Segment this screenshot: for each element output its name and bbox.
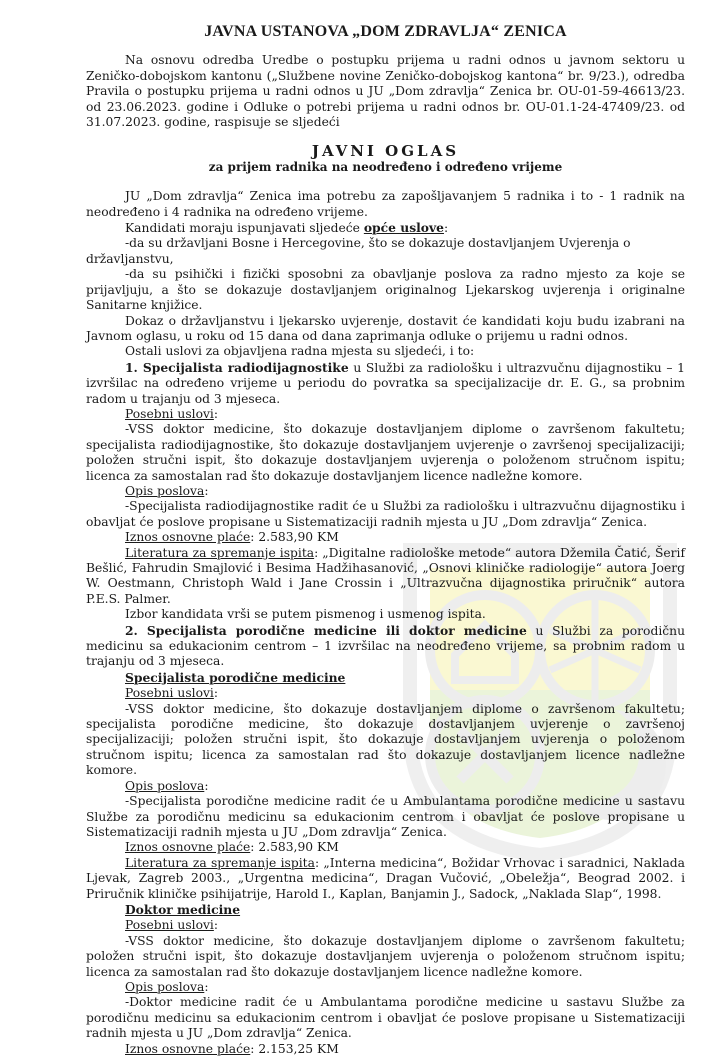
condition-citizenship: -da su državljani Bosne i Hercegovine, što se dokazuje dostavljanjem Uvjerenja o državljanstvu, <box>86 236 631 266</box>
conditions-colon: : <box>443 221 449 236</box>
p1-special-label-line: Posebni uslovi: <box>125 406 219 421</box>
spec-lit-label: Literatura za spremanje ispita <box>125 855 315 870</box>
spec-salary-label: Iznos osnovne plaće <box>125 840 251 855</box>
position-1 <box>86 360 685 407</box>
doctor-duties-label-line: Opis poslova: <box>125 979 209 994</box>
condition-health: -da su psihički i fizički sposobni za obavljanje poslova za radno mjesto za koje se prijavljuju, a što se dokazuje dostavljanjem originalnog Ljekarskog uvjerenja i originalne Sanitarne knjižice. <box>86 267 685 313</box>
doctor-duties: -Doktor medicine radit će u Ambulantama porodične medicine u sastavu Službe za porodičnu medicinu sa edukacionim centrom i obavljat će poslove propisane u Sistematizaciji radnih mjesta u JU „Dom zdravlja“ Zenica. <box>86 995 685 1041</box>
doctor-special: -VSS doktor medicine, što dokazuje dostavljanjem diplome o završenom fakultetu; položen stručni ispit, što dokazuje dostavljanjem uvjerenja o položenom stručnom ispitu; licenca za samostalan rad što dokazuje dostavljanjem licence nadležne komore. <box>86 933 685 979</box>
conditions-lead: Kandidati moraju ispunjavati sljedeće <box>125 221 364 236</box>
general-conditions-line <box>86 220 685 236</box>
position-2-title: 2. Specijalista porodične medicine ili doktor medicine <box>125 622 527 638</box>
p1-lit-value: : „Digitalne radiološke metode“ autora Džemila Čatić, Šerif Bešlić, Fahrudin Smajlović i Besima Hadžihasanović, „Osnovi kliničke radiologije“ autora Joerg W. Oestmann, Christoph Wald i Jane Crossin i „Ultrazvučna dijagnostika priručnik“ autora P.E.S. Palmer. <box>86 545 686 606</box>
position-1-desc: u Službi za radiološku i ultrazvučnu dijagnostiku – 1 izvršilac na određeno vrijeme u periodu do povratka sa specijalizacije dr. E. G., sa probnim radom u trajanju od 3 mjeseca. <box>86 360 685 406</box>
p1-duties-label-line: Opis poslova: <box>125 483 209 498</box>
spec-duties: -Specijalista porodične medicine radit će u Ambulantama porodične medicine u sastavu Službe za porodičnu medicinu sa edukacionim centrom i obavljat će poslove propisane u Sistematizaciji radnih mjesta u JU „Dom zdravlja“ Zenica. <box>86 794 685 839</box>
proof-paragraph: Dokaz o državljanstvu i ljekarsko uvjerenje, dostavit će kandidati koju budu izabrani na Javnom oglasu, u roku od 15 dana od dana zaprimanja odluke o prijemu u radni odnos. <box>86 313 685 343</box>
spec-special-label-line: Posebni uslovi: <box>125 686 219 701</box>
p1-special: -VSS doktor medicine, što dokazuje dostavljanjem diplome o završenom fakultetu; specijalista radiodijagnostike, što dokazuje dostavljanjem uvjerenje o završenoj specijalizaciji; položen stručni ispit, što dokazuje dostavljanjem uvjerenja o položenom stručnom ispitu; licenca za samostalan rad što dokazuje dostavljanjem licence nadležne komore. <box>86 422 685 483</box>
p1-salary-value: : 2.583,90 KM <box>250 530 339 545</box>
institution-title: JAVNA USTANOVA „DOM ZDRAVLJA“ ZENICA <box>204 23 567 40</box>
announcement-title: JAVNI OGLAS <box>311 142 460 161</box>
p1-duties-label: Opis poslova <box>125 483 205 498</box>
spec-salary-value: : 2.583,90 KM <box>250 840 339 855</box>
position-1-title: 1. Specijalista radiodijagnostike <box>125 359 349 375</box>
announcement-subtitle: za prijem radnika na neodređeno i određeno vrijeme <box>208 159 563 174</box>
doctor-heading: Doktor medicine <box>125 901 241 917</box>
intro-paragraph: Na osnovu odredba Uredbe o postupku prijema u radni odnos u javnom sektoru u Zeničko-dobojskom kantonu („Službene novine Zeničko-dobojskog kantona“ br. 9/23.), odredba Pravila o postupku prijema u radni odnos u JU „Dom zdravlja“ Zenica br. OU-01-59-46613/23. od 23.06.2023. godine i Odluke o potrebi prijema u radni odnos br. OU-01.1-24-47409/23. od 31.07.2023. godine, raspisuje se sljedeći <box>86 53 685 130</box>
doctor-salary-label: Iznos osnovne plaće <box>125 1041 251 1056</box>
spec-special: -VSS doktor medicine, što dokazuje dostavljanjem diplome o završenom fakultetu; specijalista porodične medicine, što dokazuje dostavljanjem uvjerenje o završenoj specijalizaciji; položen stručni ispit, što dokazuje dostavljanjem uvjerenja o položenom stručnom ispitu; licenca za samostalan rad što dokazuje dostavljanjem licence nadležne komore. <box>86 701 685 778</box>
spec-heading-line <box>86 670 685 686</box>
spec-lit-value: : „Interna medicina“, Božidar Vrhovac i saradnici, Naklada Ljevak, Zagreb 2003., „Urgentna medicina“, Dragan Vučović, „Obeležja“, Beograd 2002. i Priručnik kliničke psihijatrije, Harold I., Kaplan, Banjamin J., Sadock, „Naklada Slap“, 1998. <box>86 855 686 901</box>
p1-special-label: Posebni uslovi <box>125 406 214 421</box>
position-2-desc: u Službi za porodičnu medicinu sa edukacionim centrom – 1 izvršilac na neodređeno vrijeme, sa probnim radom u trajanju od 3 mjeseca. <box>86 623 685 669</box>
doctor-salary <box>86 1042 685 1057</box>
document-body <box>86 24 685 1057</box>
spec-duties-label: Opis poslova <box>125 778 205 793</box>
general-conditions-label: opće uslove <box>363 220 444 236</box>
doctor-duties-label: Opis poslova <box>125 979 205 994</box>
p1-selection: Izbor kandidata vrši se putem pismenog i usmenog ispita. <box>125 607 486 622</box>
other-conditions: Ostali uslovi za objavljena radna mjesta su sljedeći, i to: <box>125 344 475 359</box>
p1-literature <box>86 546 685 608</box>
position-2 <box>86 623 685 670</box>
doctor-special-label: Posebni uslovi <box>125 918 214 933</box>
doctor-special-label-line: Posebni uslovi: <box>125 918 219 933</box>
p1-salary <box>86 530 685 545</box>
spec-heading: Specijalista porodične medicine <box>125 669 346 685</box>
doctor-salary-value: : 2.153,25 KM <box>250 1041 339 1056</box>
spec-duties-label-line: Opis poslova: <box>125 778 209 793</box>
spec-literature <box>86 856 685 902</box>
p1-lit-label: Literatura za spremanje ispita <box>125 545 315 560</box>
p1-salary-label: Iznos osnovne plaće <box>125 530 251 545</box>
p1-duties: -Specijalista radiodijagnostike radit će u Službi za radiološku i ultrazvučnu dijagnostiku i obavljat će poslove propisane u Sistematizaciji radnih mjesta u JU „Dom zdravlja“ Zenica. <box>86 499 685 529</box>
spec-special-label: Posebni uslovi <box>125 686 214 701</box>
spec-salary <box>86 840 685 855</box>
hiring-need: JU „Dom zdravlja“ Zenica ima potrebu za zapošljavanjem 5 radnika i to - 1 radnik na neodređeno i 4 radnika na određeno vrijeme. <box>86 189 685 219</box>
doctor-heading-line <box>86 902 685 918</box>
